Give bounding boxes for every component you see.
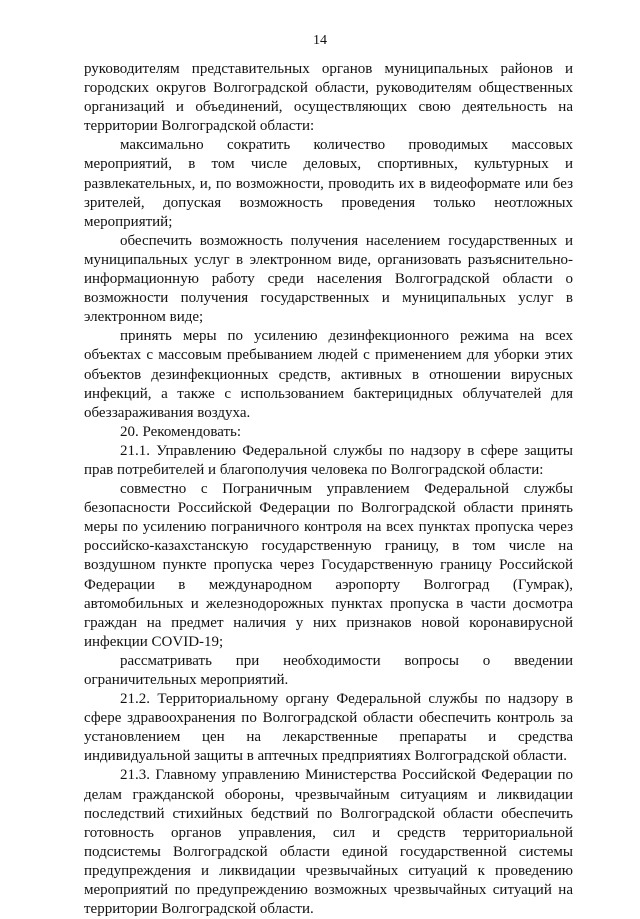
paragraph-electronic-services: обеспечить возможность получения населением государственных и муниципальных услуг в электронном виде, организовать разъяснительно-информационную работу среди населения Волгоградской области о возможности получения государственных и муниципальных услуг в электронном виде;	[84, 232, 573, 326]
document-body	[84, 60, 573, 919]
paragraph-border-control: совместно с Пограничным управлением Федеральной службы безопасности Российской Федерации по Волгоградской области принять меры по усилению пограничного контроля на всех пунктах пропуска через российско-казахстанскую государственную границу, в том числе на воздушном пункте пропуска через Государственную границу Российской Федерации в международном аэропорту Волгоград (Гумрак), автомобильных и железнодорожных пунктах пропуска в части досмотра граждан на предмет наличия у них признаков новой коронавирусной инфекции COVID-19;	[84, 481, 573, 650]
paragraph-item-20: 20. Рекомендовать:	[120, 423, 242, 440]
paragraph-disinfection: принять меры по усилению дезинфекционного режима на всех объектах с массовым пребыванием людей с применением для уборки этих объектов дезинфекционных средств, активных в отношении вирусных инфекций, а также с использованием бактерицидных облучателей для обеззараживания воздуха.	[84, 328, 573, 421]
paragraph-item-21-1: 21.1. Управлению Федеральной службы по надзору в сфере защиты прав потребителей и благополучия человека по Волгоградской области:	[84, 442, 573, 478]
paragraph-item-21-2: 21.2. Территориальному органу Федеральной службы по надзору в сфере здравоохранения по Волгоградской области обеспечить контроль за установлением цен на лекарственные препараты и средства индивидуальной защиты в аптечных предприятиях Волгоградской области.	[84, 691, 573, 765]
paragraph-item-21-3: 21.3. Главному управлению Министерства Российской Федерации по делам гражданской обороны, чрезвычайным ситуациям и ликвидации последствий стихийных бедствий по Волгоградской области обеспечить готовность органов управления, сил и средств территориальной подсистемы Волгоградской области единой государственной системы предупреждения и ликвидации чрезвычайных ситуаций к проведению мероприятий по предупреждению возможных чрезвычайных ситуаций на территории Волгоградской области.	[84, 767, 573, 918]
paragraph-addressees: руководителям представительных органов муниципальных районов и городских округов Волгоградской области, руководителям общественных организаций и объединений, осуществляющих свою деятельность на территории Волгоградской области:	[84, 61, 573, 135]
paragraph-reduce-events: максимально сократить количество проводимых массовых мероприятий, в том числе деловых, спортивных, культурных и развлекательных, и, по возможности, проводить их в видеоформате или без зрителей, допуская возможность проведения только неотложных мероприятий;	[84, 137, 573, 230]
page-number: 14	[313, 33, 327, 48]
paragraph-restrictions: рассматривать при необходимости вопросы о введении ограничительных мероприятий.	[84, 652, 573, 688]
